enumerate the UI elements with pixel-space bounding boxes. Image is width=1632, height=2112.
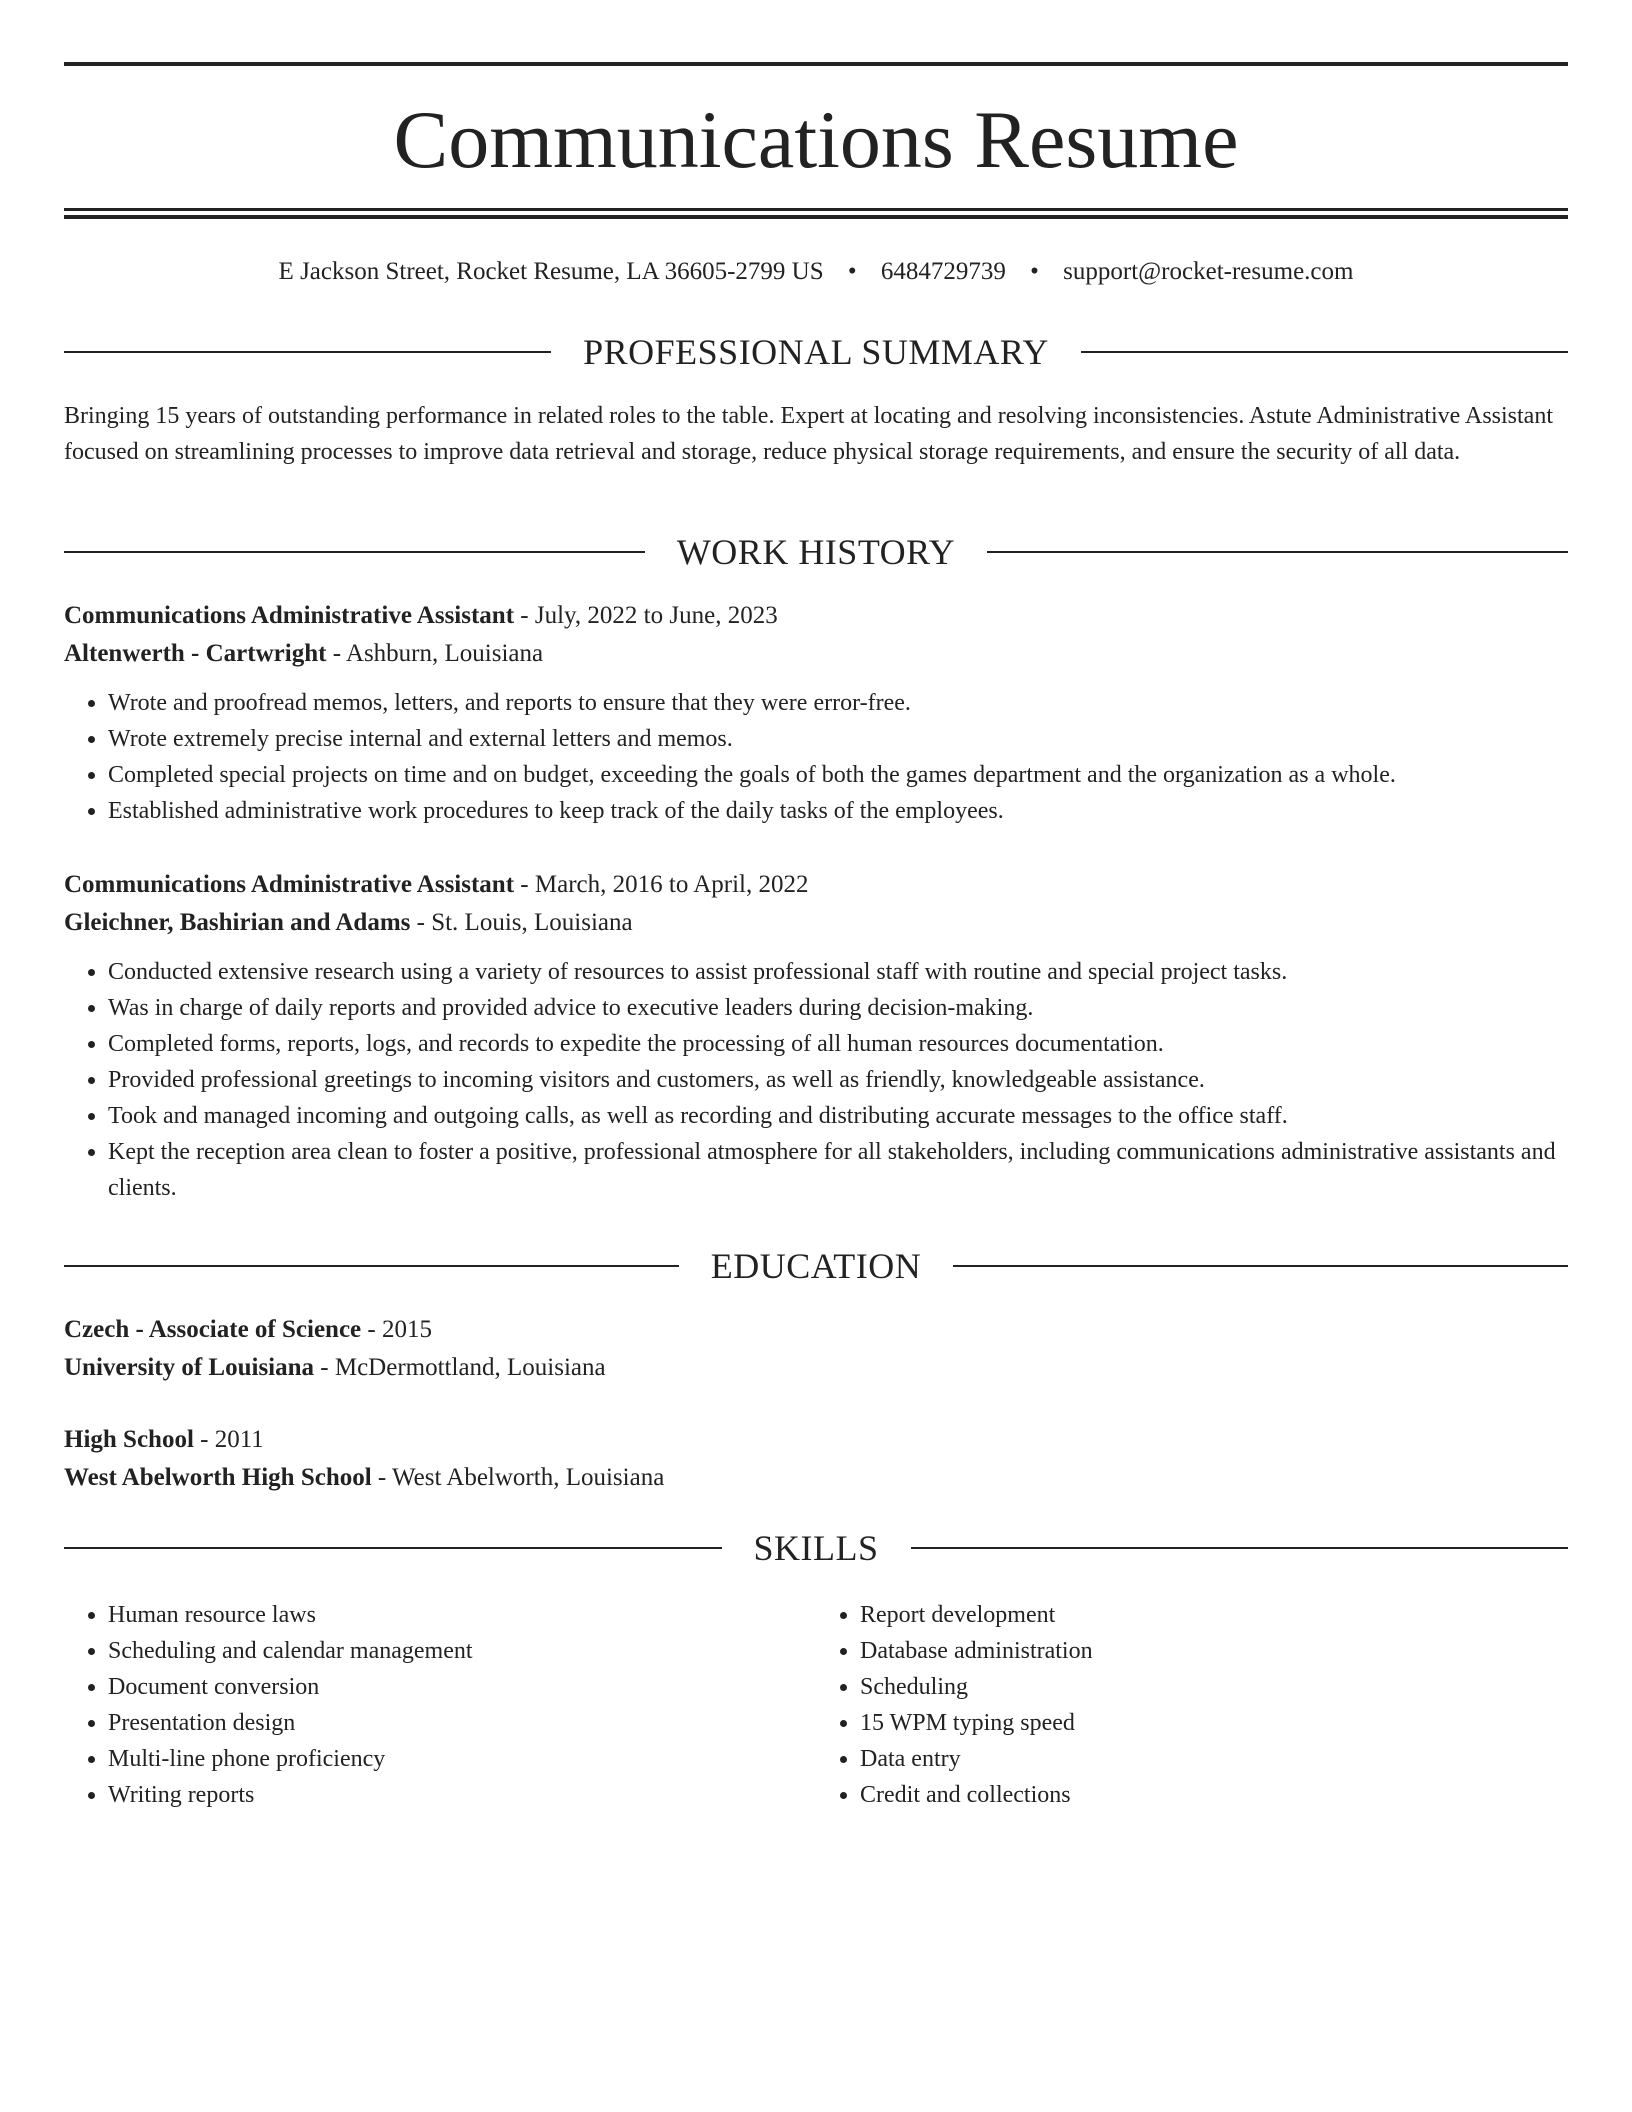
section-title: SKILLS <box>753 1528 879 1568</box>
heading-rule <box>953 1265 1568 1267</box>
job-bullets <box>64 954 1568 1206</box>
list-item: • Completed forms, reports, logs, and records to expedite the processing of all human resources documentation. <box>108 1026 1568 1062</box>
skills-list <box>64 1597 1568 1813</box>
contact-separator: • <box>847 258 857 285</box>
contact-phone: 6484729739 <box>880 258 1006 285</box>
section-heading-skills <box>64 1526 1568 1570</box>
heading-rule <box>64 1265 679 1267</box>
job-title-line: Communications Administrative Assistant - July, 2022 to June, 2023 <box>64 602 778 629</box>
list-item: • Document conversion <box>108 1669 816 1705</box>
job-entry <box>64 597 1568 829</box>
heading-rule <box>64 1547 722 1549</box>
job-bullets <box>64 685 1568 829</box>
contact-address: E Jackson Street, Rocket Resume, LA 36605-2799 US <box>278 258 824 285</box>
section-title: WORK HISTORY <box>676 532 956 572</box>
contact-line <box>64 254 1568 290</box>
list-item: • Conducted extensive research using a variety of resources to assist professional staff with routine and special project tasks. <box>108 954 1568 990</box>
job-company-line: Altenwerth - Cartwright - Ashburn, Louisiana <box>64 640 544 667</box>
heading-rule <box>911 1547 1569 1549</box>
job-company: Gleichner, Bashirian and Adams <box>64 909 411 936</box>
list-item: • Kept the reception area clean to foster a positive, professional atmosphere for all stakeholders, including communications administrative assistants and clients. <box>108 1134 1568 1206</box>
heading-rule <box>64 351 551 353</box>
list-item: • Took and managed incoming and outgoing calls, as well as recording and distributing accurate messages to the office staff. <box>108 1098 1568 1134</box>
graduation-year: 2011 <box>214 1426 264 1453</box>
school-name: University of Louisiana <box>64 1354 315 1381</box>
job-title-line: Communications Administrative Assistant - March, 2016 to April, 2022 <box>64 871 809 898</box>
degree-line: Czech - Associate of Science - 2015 <box>64 1316 432 1343</box>
list-item: • Presentation design <box>108 1705 816 1741</box>
skills-column-right <box>816 1597 1568 1813</box>
list-item: • 15 WPM typing speed <box>860 1705 1568 1741</box>
list-item: • Wrote extremely precise internal and external letters and memos. <box>108 721 1568 757</box>
job-entry <box>64 866 1568 1206</box>
job-company: Altenwerth - Cartwright <box>64 640 327 667</box>
section-heading-summary <box>64 330 1568 374</box>
resume-title: Communications Resume <box>393 94 1239 185</box>
education-entry <box>64 1421 1568 1497</box>
heading-rule <box>1081 351 1568 353</box>
list-item: • Report development <box>860 1597 1568 1633</box>
degree: High School <box>64 1426 194 1453</box>
list-item: • Established administrative work procedures to keep track of the daily tasks of the employees. <box>108 793 1568 829</box>
list-item: • Credit and collections <box>860 1777 1568 1813</box>
school-location: McDermottland, Louisiana <box>334 1354 606 1381</box>
list-item: • Database administration <box>860 1633 1568 1669</box>
school-location: West Abelworth, Louisiana <box>392 1464 665 1491</box>
list-item: • Completed special projects on time and on budget, exceeding the goals of both the games department and the organization as a whole. <box>108 757 1568 793</box>
job-dates: March, 2016 to April, 2022 <box>534 871 809 898</box>
summary-text: Bringing 15 years of outstanding performance in related roles to the table. Expert at locating and resolving inconsistencies. Astute Administrative Assistant focused on streamlining processes to improve data retrieval and storage, reduce physical storage requirements, and ensure the security of all data. <box>64 403 1553 465</box>
skills-column-left <box>64 1597 816 1813</box>
heading-rule <box>987 551 1568 553</box>
section-title: EDUCATION <box>710 1246 922 1286</box>
title-double-rule <box>64 208 1568 219</box>
list-item: • Human resource laws <box>108 1597 816 1633</box>
graduation-year: 2015 <box>381 1316 432 1343</box>
list-item: • Data entry <box>860 1741 1568 1777</box>
school-name: West Abelworth High School <box>64 1464 372 1491</box>
job-dates: July, 2022 to June, 2023 <box>534 602 778 629</box>
job-title: Communications Administrative Assistant <box>64 871 515 898</box>
job-location: St. Louis, Louisiana <box>431 909 633 936</box>
list-item: • Wrote and proofread memos, letters, and reports to ensure that they were error-free. <box>108 685 1568 721</box>
section-heading-education <box>64 1244 1568 1288</box>
list-item: • Multi-line phone proficiency <box>108 1741 816 1777</box>
degree-line: High School - 2011 <box>64 1426 264 1453</box>
school-line: University of Louisiana - McDermottland, Louisiana <box>64 1354 606 1381</box>
list-item: • Scheduling and calendar management <box>108 1633 816 1669</box>
list-item: • Provided professional greetings to incoming visitors and customers, as well as friendly, knowledgeable assistance. <box>108 1062 1568 1098</box>
job-company-line: Gleichner, Bashirian and Adams - St. Louis, Louisiana <box>64 909 633 936</box>
section-heading-work <box>64 530 1568 574</box>
contact-separator: • <box>1030 258 1039 285</box>
list-item: • Writing reports <box>108 1777 816 1813</box>
section-title: PROFESSIONAL SUMMARY <box>583 332 1049 372</box>
list-item: • Was in charge of daily reports and provided advice to executive leaders during decision-making. <box>108 990 1568 1026</box>
job-location: Ashburn, Louisiana <box>345 640 544 667</box>
heading-rule <box>64 551 645 553</box>
school-line: West Abelworth High School - West Abelworth, Louisiana <box>64 1464 665 1491</box>
job-title: Communications Administrative Assistant <box>64 602 515 629</box>
list-item: • Scheduling <box>860 1669 1568 1705</box>
education-entry <box>64 1311 1568 1387</box>
contact-email: support@rocket-resume.com <box>1063 258 1354 285</box>
degree: Czech - Associate of Science <box>64 1316 362 1343</box>
top-rule <box>64 62 1568 66</box>
